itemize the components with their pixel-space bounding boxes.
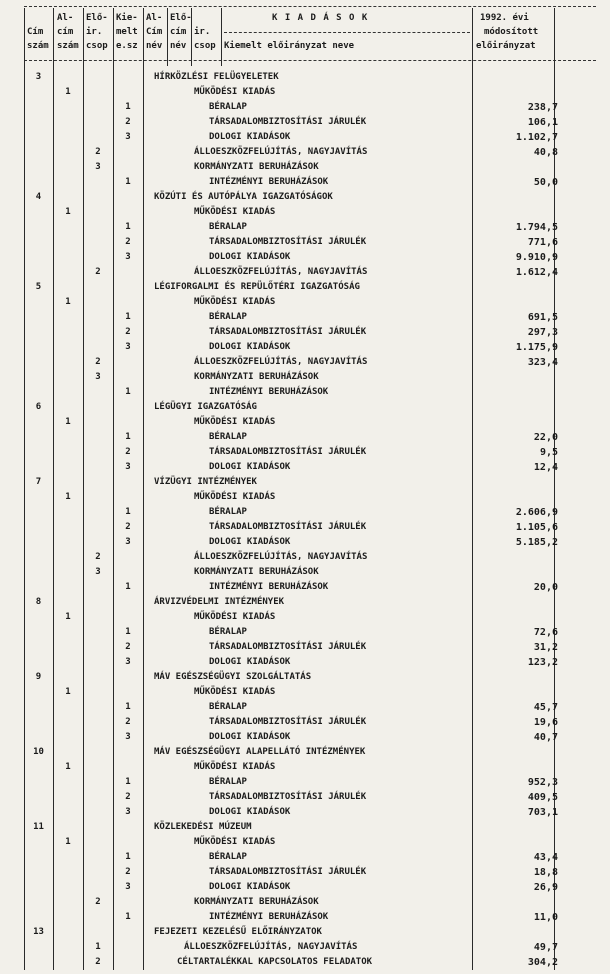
table-row (24, 640, 596, 655)
table-row (24, 400, 596, 415)
header-kiemelt-1: Kie- (116, 13, 138, 23)
table-row (24, 580, 596, 595)
table-row (24, 565, 596, 580)
table-row (24, 490, 596, 505)
row-name: KORMÁNYZATI BERUHÁZÁSOK (194, 162, 319, 172)
row-csop-number: 2 (95, 552, 101, 562)
row-e-number: 1 (125, 507, 131, 517)
row-alcim-number: 1 (65, 612, 71, 622)
row-name: MÁV EGÉSZSÉGÜGYI SZOLGÁLTATÁS (154, 672, 312, 682)
row-e-number: 1 (125, 627, 131, 637)
row-name: ÁLLOESZKÖZFELÚJÍTÁS, NAGYJAVÍTÁS (194, 147, 368, 157)
row-e-number: 1 (125, 387, 131, 397)
row-e-number: 2 (125, 522, 131, 532)
row-name: ÁLLOESZKÖZFELÚJÍTÁS, NAGYJAVÍTÁS (194, 552, 368, 562)
row-name: MŰKÖDÉSI KIADÁS (194, 297, 276, 307)
row-amount: 18,8 (533, 867, 558, 878)
row-cim-number: 13 (33, 927, 44, 937)
row-name: TÁRSADALOMBIZTOSÍTÁSI JÁRULÉK (209, 867, 367, 877)
row-name: KÖZÚTI ÉS AUTÓPÁLYA IGAZGATÓSÁGOK (154, 192, 333, 202)
row-name: ÁLLOESZKÖZFELÚJÍTÁS, NAGYJAVÍTÁS (194, 357, 368, 367)
table-row (24, 505, 596, 520)
row-amount: 45,7 (533, 702, 558, 713)
row-amount: 49,7 (533, 942, 558, 953)
col-sep (167, 8, 168, 66)
table-row (24, 670, 596, 685)
row-amount: 123,2 (527, 657, 558, 668)
row-e-number: 2 (125, 327, 131, 337)
table-row (24, 235, 596, 250)
row-e-number: 3 (125, 882, 131, 892)
row-e-number: 1 (125, 312, 131, 322)
row-amount: 1.794,5 (515, 222, 558, 233)
row-csop-number: 3 (95, 372, 101, 382)
row-name: MŰKÖDÉSI KIADÁS (194, 207, 276, 217)
row-e-number: 2 (125, 117, 131, 127)
table-row (24, 460, 596, 475)
row-amount: 9.910,9 (515, 252, 558, 263)
table-row (24, 925, 596, 940)
table-row (24, 910, 596, 925)
row-e-number: 3 (125, 537, 131, 547)
table-row (24, 70, 596, 85)
table-row (24, 880, 596, 895)
table-row (24, 220, 596, 235)
table-row (24, 415, 596, 430)
row-amount: 297,3 (527, 327, 558, 338)
table-row (24, 190, 596, 205)
row-e-number: 2 (125, 447, 131, 457)
row-csop-number: 3 (95, 567, 101, 577)
header-amount-2: módosított (484, 27, 539, 37)
row-cim-number: 7 (35, 477, 42, 487)
table-row (24, 805, 596, 820)
header-cim-2: Cím (27, 27, 44, 37)
row-name: DOLOGI KIADÁSOK (209, 882, 291, 892)
table-row (24, 310, 596, 325)
row-e-number: 3 (125, 732, 131, 742)
row-csop-number: 2 (95, 897, 101, 907)
row-alcim-number: 1 (65, 837, 71, 847)
header-eloir-3: csop (86, 41, 108, 51)
table-row (24, 250, 596, 265)
row-name: DOLOGI KIADÁSOK (209, 252, 291, 262)
row-e-number: 1 (125, 222, 131, 232)
row-name: ÁLLOESZKÖZFELÚJÍTÁS, NAGYJAVÍTÁS (184, 942, 358, 952)
row-e-number: 2 (125, 717, 131, 727)
row-name: KORMÁNYZATI BERUHÁZÁSOK (194, 897, 319, 907)
row-amount: 1.105,6 (515, 522, 558, 533)
row-name: DOLOGI KIADÁSOK (209, 732, 291, 742)
table-row (24, 715, 596, 730)
row-cim-number: 3 (35, 72, 42, 82)
row-name: CÉLTARTALÉKKAL KAPCSOLATOS FELADATOK (177, 957, 373, 967)
header-subtitle-dash (224, 32, 470, 33)
row-name: BÉRALAP (209, 312, 247, 322)
table-row (24, 475, 596, 490)
row-name: MŰKÖDÉSI KIADÁS (194, 762, 276, 772)
row-e-number: 1 (125, 582, 131, 592)
table-row (24, 595, 596, 610)
row-name: KORMÁNYZATI BERUHÁZÁSOK (194, 372, 319, 382)
row-csop-number: 3 (95, 162, 101, 172)
row-alcim-number: 1 (65, 297, 71, 307)
row-amount: 952,3 (527, 777, 558, 788)
row-e-number: 2 (125, 642, 131, 652)
col-sep (221, 8, 222, 66)
row-name: LÉGIFORGALMI ÉS REPÜLŐTÉRI IGAZGATÓSÁG (154, 282, 360, 292)
row-csop-number: 2 (95, 147, 101, 157)
row-cim-number: 4 (35, 192, 42, 202)
table-row (24, 205, 596, 220)
row-amount: 26,9 (533, 882, 558, 893)
row-amount: 2.606,9 (515, 507, 558, 518)
row-e-number: 2 (125, 867, 131, 877)
row-alcim-number: 1 (65, 417, 71, 427)
table-row (24, 325, 596, 340)
row-name: HÍRKÖZLÉSI FELÜGYELETEK (154, 72, 279, 82)
header-subtitle: Kiemelt előirányzat neve (224, 41, 355, 51)
row-e-number: 3 (125, 342, 131, 352)
header-elocim-3: név (170, 41, 187, 51)
table-row (24, 790, 596, 805)
row-name: KÖZLEKEDÉSI MÚZEUM (154, 822, 252, 832)
row-name: INTÉZMÉNYI BERUHÁZÁSOK (209, 582, 329, 592)
header-elocim-1: Elő- (170, 13, 192, 23)
row-name: TÁRSADALOMBIZTOSÍTÁSI JÁRULÉK (209, 327, 367, 337)
row-amount: 12,4 (533, 462, 558, 473)
table-row (24, 145, 596, 160)
row-amount: 31,2 (533, 642, 558, 653)
header-kiemelt-2: melt (116, 27, 138, 37)
row-name: DOLOGI KIADÁSOK (209, 462, 291, 472)
row-name: ÁRVIZVÉDELMI INTÉZMÉNYEK (154, 597, 285, 607)
row-csop-number: 2 (95, 357, 101, 367)
row-name: TÁRSADALOMBIZTOSÍTÁSI JÁRULÉK (209, 792, 367, 802)
table-row (24, 340, 596, 355)
row-e-number: 1 (125, 102, 131, 112)
header-elocim-2: cím (170, 27, 187, 37)
table-row (24, 355, 596, 370)
row-name: BÉRALAP (209, 222, 247, 232)
row-name: FEJEZETI KEZELÉSŰ ELŐIRÁNYZATOK (154, 927, 322, 937)
table-row (24, 655, 596, 670)
row-name: TÁRSADALOMBIZTOSÍTÁSI JÁRULÉK (209, 522, 367, 532)
row-name: DOLOGI KIADÁSOK (209, 657, 291, 667)
row-amount: 9,5 (539, 447, 558, 458)
row-e-number: 3 (125, 462, 131, 472)
row-name: TÁRSADALOMBIZTOSÍTÁSI JÁRULÉK (209, 117, 367, 127)
row-cim-number: 8 (35, 597, 42, 607)
row-amount: 43,4 (533, 852, 558, 863)
header-alcimnev-2: Cím (146, 27, 163, 37)
header-alcimnev-1: Al- (146, 13, 163, 23)
row-alcim-number: 1 (65, 207, 71, 217)
table-row (24, 160, 596, 175)
row-name: BÉRALAP (209, 507, 247, 517)
row-name: DOLOGI KIADÁSOK (209, 132, 291, 142)
row-e-number: 1 (125, 177, 131, 187)
row-name: TÁRSADALOMBIZTOSÍTÁSI JÁRULÉK (209, 642, 367, 652)
row-amount: 691,5 (527, 312, 558, 323)
row-cim-number: 11 (33, 822, 44, 832)
row-e-number: 1 (125, 852, 131, 862)
table-row (24, 550, 596, 565)
header-cim-3: szám (27, 41, 49, 51)
table-row (24, 955, 596, 970)
header-amount-3: előirányzat (476, 41, 536, 51)
row-e-number: 3 (125, 132, 131, 142)
row-name: MŰKÖDÉSI KIADÁS (194, 612, 276, 622)
header-alcim-2: cím (57, 27, 74, 37)
table-row (24, 835, 596, 850)
table-row (24, 775, 596, 790)
header-rule (24, 60, 596, 61)
row-csop-number: 1 (95, 942, 101, 952)
row-e-number: 1 (125, 777, 131, 787)
row-amount: 72,6 (533, 627, 558, 638)
row-amount: 20,0 (533, 582, 558, 593)
row-amount: 11,0 (533, 912, 558, 923)
row-csop-number: 2 (95, 957, 101, 967)
row-cim-number: 10 (33, 747, 44, 757)
row-amount: 50,0 (533, 177, 558, 188)
row-e-number: 3 (125, 252, 131, 262)
table-row (24, 295, 596, 310)
row-name: DOLOGI KIADÁSOK (209, 537, 291, 547)
table-row (24, 610, 596, 625)
row-amount: 19,6 (533, 717, 558, 728)
header-kiemelt-3: e.sz (116, 41, 138, 51)
row-name: BÉRALAP (209, 852, 247, 862)
row-name: INTÉZMÉNYI BERUHÁZÁSOK (209, 912, 329, 922)
header-eloir-1: Elő- (86, 13, 108, 23)
header-alcimnev-3: név (146, 41, 163, 51)
row-e-number: 2 (125, 792, 131, 802)
table-row (24, 100, 596, 115)
table-row (24, 265, 596, 280)
row-amount: 1.102,7 (515, 132, 558, 143)
header-alcim-3: szám (57, 41, 79, 51)
table-row (24, 535, 596, 550)
table-row (24, 820, 596, 835)
table-row (24, 85, 596, 100)
row-amount: 409,5 (527, 792, 558, 803)
table-row (24, 850, 596, 865)
table-row (24, 685, 596, 700)
row-amount: 40,8 (533, 147, 558, 158)
table-row (24, 445, 596, 460)
table-row (24, 745, 596, 760)
row-name: KORMÁNYZATI BERUHÁZÁSOK (194, 567, 319, 577)
row-amount: 771,6 (527, 237, 558, 248)
row-alcim-number: 1 (65, 687, 71, 697)
row-alcim-number: 1 (65, 87, 71, 97)
row-amount: 238,7 (527, 102, 558, 113)
row-name: INTÉZMÉNYI BERUHÁZÁSOK (209, 387, 329, 397)
row-name: BÉRALAP (209, 702, 247, 712)
row-name: DOLOGI KIADÁSOK (209, 342, 291, 352)
header-ircsop-2: csop (194, 41, 216, 51)
header-title: K I A D Á S O K (272, 13, 369, 23)
row-name: DOLOGI KIADÁSOK (209, 807, 291, 817)
table-row (24, 940, 596, 955)
row-name: VÍZÜGYI INTÉZMÉNYEK (154, 477, 257, 487)
row-e-number: 1 (125, 702, 131, 712)
row-name: TÁRSADALOMBIZTOSÍTÁSI JÁRULÉK (209, 447, 367, 457)
row-name: BÉRALAP (209, 432, 247, 442)
row-name: LÉGÜGYI IGAZGATÓSÁG (154, 402, 257, 412)
row-name: MŰKÖDÉSI KIADÁS (194, 837, 276, 847)
top-rule (24, 6, 596, 7)
table-row (24, 625, 596, 640)
table-row (24, 730, 596, 745)
table-row (24, 130, 596, 145)
table-row (24, 520, 596, 535)
header-eloir-2: ir. (86, 27, 103, 37)
row-amount: 703,1 (527, 807, 558, 818)
table-row (24, 370, 596, 385)
row-cim-number: 9 (35, 672, 42, 682)
row-amount: 304,2 (527, 957, 558, 968)
row-e-number: 1 (125, 432, 131, 442)
table-row (24, 280, 596, 295)
table-row (24, 700, 596, 715)
row-e-number: 2 (125, 237, 131, 247)
row-amount: 1.175,9 (515, 342, 558, 353)
row-alcim-number: 1 (65, 492, 71, 502)
row-amount: 5.185,2 (515, 537, 558, 548)
row-name: MŰKÖDÉSI KIADÁS (194, 687, 276, 697)
row-cim-number: 5 (35, 282, 42, 292)
row-name: MŰKÖDÉSI KIADÁS (194, 492, 276, 502)
row-name: ÁLLOESZKÖZFELÚJÍTÁS, NAGYJAVÍTÁS (194, 267, 368, 277)
table-row (24, 895, 596, 910)
row-cim-number: 6 (35, 402, 42, 412)
row-name: MÁV EGÉSZSÉGÜGYI ALAPELLÁTÓ INTÉZMÉNYEK (154, 747, 366, 757)
table-row (24, 865, 596, 880)
table-row (24, 385, 596, 400)
row-amount: 40,7 (533, 732, 558, 743)
row-name: MŰKÖDÉSI KIADÁS (194, 417, 276, 427)
row-e-number: 3 (125, 807, 131, 817)
table-row (24, 760, 596, 775)
table-row (24, 175, 596, 190)
row-e-number: 1 (125, 912, 131, 922)
row-csop-number: 2 (95, 267, 101, 277)
row-name: TÁRSADALOMBIZTOSÍTÁSI JÁRULÉK (209, 717, 367, 727)
row-amount: 22,0 (533, 432, 558, 443)
row-amount: 323,4 (527, 357, 558, 368)
row-e-number: 3 (125, 657, 131, 667)
header-amount-1: 1992. évi (480, 13, 529, 23)
row-name: BÉRALAP (209, 777, 247, 787)
table-row (24, 430, 596, 445)
row-name: TÁRSADALOMBIZTOSÍTÁSI JÁRULÉK (209, 237, 367, 247)
row-name: INTÉZMÉNYI BERUHÁZÁSOK (209, 177, 329, 187)
row-name: BÉRALAP (209, 102, 247, 112)
header-ircsop-1: ir. (194, 27, 211, 37)
row-amount: 106,1 (527, 117, 558, 128)
table-row (24, 115, 596, 130)
header-alcim-1: Al- (57, 13, 74, 23)
row-alcim-number: 1 (65, 762, 71, 772)
row-amount: 1.612,4 (515, 267, 558, 278)
row-name: BÉRALAP (209, 627, 247, 637)
row-name: MŰKÖDÉSI KIADÁS (194, 87, 276, 97)
